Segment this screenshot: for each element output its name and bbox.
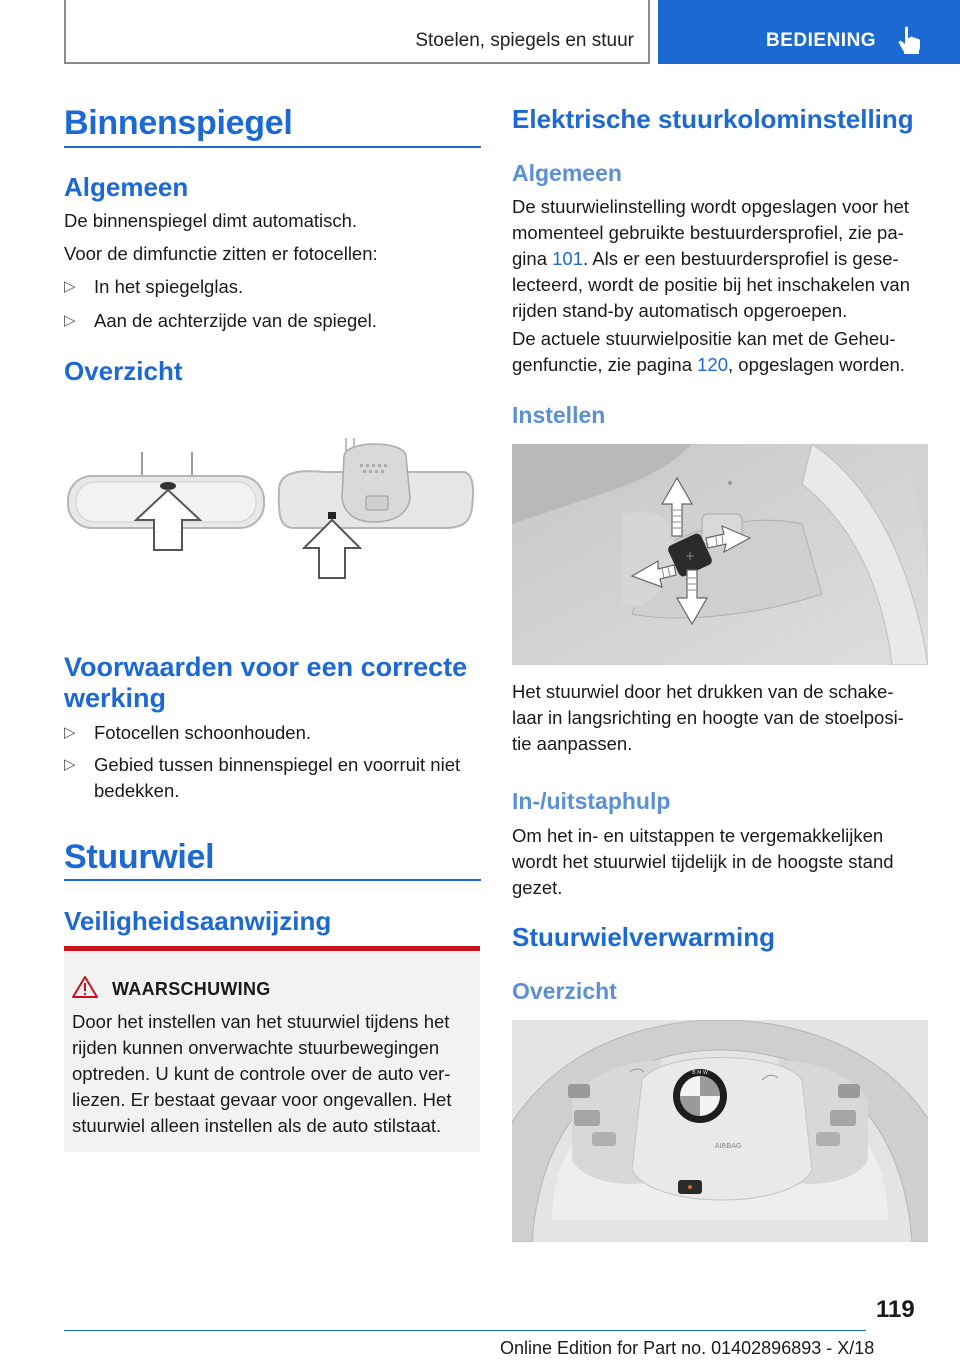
paragraph-geheugen [512, 326, 932, 378]
text-line: tie aanpassen. [512, 733, 633, 754]
text-span: gina [512, 248, 553, 269]
text-line: De actuele stuurwielpositie kan met de Geheu- [512, 328, 896, 349]
heading-rule [64, 146, 481, 148]
page-link-101[interactable]: 101 [552, 248, 583, 269]
text-line: laar in langsrichting en hoogte van de stoelposi- [512, 707, 904, 728]
heading-stuurwielverwarming: Stuurwielverwarming [512, 922, 775, 952]
heading-veiligheid: Veiligheidsaanwijzing [64, 906, 332, 936]
paragraph-dimt: De binnenspiegel dimt automatisch. [64, 210, 358, 231]
paragraph-stuurwielinstelling [512, 194, 932, 324]
airbag-label: AIRBAG [714, 1142, 742, 1150]
text-line [512, 352, 932, 378]
heading-voorwaarden [64, 652, 481, 714]
paragraph-instellen [512, 679, 932, 757]
header-chapter-box [64, 0, 650, 64]
header-section-label: BEDIENING [766, 30, 877, 51]
paragraph-fotocellen: Voor de dimfunctie zitten er fotocellen: [64, 243, 378, 264]
triangle-bullet-icon: ▷ [64, 312, 76, 329]
svg-text:B M W: B M W [692, 1070, 708, 1076]
paragraph-instaphulp [512, 823, 932, 901]
steering-column-switch-photo [512, 444, 928, 665]
header-section-tab[interactable] [658, 0, 960, 64]
list-item [64, 274, 243, 300]
text-line: De stuurwielinstelling wordt opgeslagen voor het [512, 196, 909, 217]
heading-binnenspiegel: Binnenspiegel [64, 104, 293, 142]
list-item-text: Aan de achterzijde van de spiegel. [94, 310, 377, 331]
heading-stuurwiel: Stuurwiel [64, 838, 215, 876]
triangle-bullet-icon: ▷ [64, 278, 76, 295]
heading-rule [64, 879, 481, 881]
heading-elektrische-stuurkolom: Elektrische stuurkolominstelling [512, 104, 914, 134]
list-item [64, 308, 377, 334]
triangle-bullet-icon: ▷ [64, 724, 76, 741]
warning-line: Door het instellen van het stuurwiel tijdens het [72, 1011, 450, 1032]
warning-line: liezen. Er bestaat gevaar voor ongevallen. Het [72, 1089, 452, 1110]
text-line: Het stuurwiel door het drukken van de schake- [512, 681, 894, 702]
text-line: rijden stand-by automatisch opgeroepen. [512, 300, 848, 321]
warning-line: optreden. U kunt de controle over de auto ver- [72, 1063, 451, 1084]
text-line [512, 246, 932, 272]
heading-instellen: Instellen [512, 402, 606, 428]
page-link-120[interactable]: 120 [697, 354, 729, 375]
text-line: Om het in- en uitstappen te vergemakkelijken [512, 825, 884, 846]
heading-overzicht-right: Overzicht [512, 978, 617, 1004]
heading-algemeen-right: Algemeen [512, 160, 622, 186]
list-item [64, 752, 481, 804]
mirror-illustration [64, 430, 481, 610]
heading-voorwaarden-line1: Voorwaarden voor een correcte [64, 652, 468, 682]
svg-text:+: + [684, 549, 696, 563]
list-item-text: In het spiegelglas. [94, 276, 244, 297]
header-chapter-title: Stoelen, spiegels en stuur [415, 30, 634, 51]
heading-overzicht: Overzicht [64, 356, 183, 386]
text-span: . Als er een bestuurdersprofiel is gese- [583, 248, 899, 269]
text-line: lecteerd, wordt de positie bij het inschakelen van [512, 274, 910, 295]
text-span: genfunctie, zie pagina [512, 354, 698, 375]
warning-text [72, 1009, 472, 1139]
list-item-text: Fotocellen schoonhouden. [94, 722, 312, 743]
triangle-bullet-icon: ▷ [64, 756, 76, 773]
list-item [64, 720, 311, 746]
text-line: momenteel gebruikte bestuurdersprofiel, zie pa- [512, 222, 904, 243]
list-item-text: bedekken. [94, 780, 180, 801]
text-span: , opgeslagen worden. [728, 354, 905, 375]
heading-algemeen: Algemeen [64, 172, 189, 202]
steering-wheel-photo [512, 1020, 928, 1242]
heading-instaphulp: In-/uitstaphulp [512, 788, 671, 814]
text-line: wordt het stuurwiel tijdelijk in de hoogste stand [512, 851, 894, 872]
warning-triangle-icon [72, 975, 98, 999]
heading-voorwaarden-line2: werking [64, 683, 167, 713]
warning-box [64, 946, 480, 1152]
warning-line: rijden kunnen onverwachte stuurbewegingen [72, 1037, 440, 1058]
text-line: gezet. [512, 877, 563, 898]
warning-line: stuurwiel alleen instellen als de auto stilstaat. [72, 1115, 442, 1136]
footer-rule [64, 1330, 866, 1331]
warning-title: WAARSCHUWING [112, 979, 271, 999]
footer-edition: Online Edition for Part no. 01402896893 - X/18 [500, 1338, 875, 1358]
hand-pointer-icon [894, 24, 926, 56]
page-number: 119 [876, 1296, 915, 1323]
list-item-text: Gebied tussen binnenspiegel en voorruit niet [94, 754, 461, 775]
